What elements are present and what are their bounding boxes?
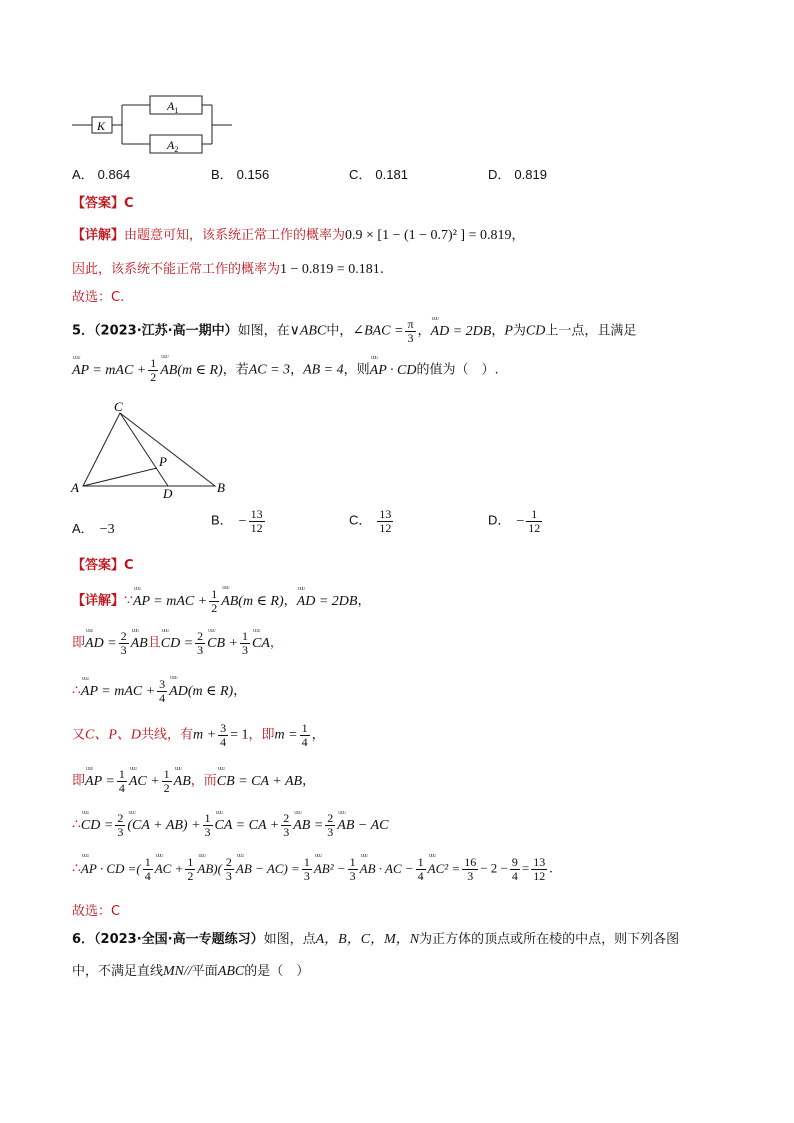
q4-option-d: D． 0.819 — [488, 167, 547, 182]
point-b-label: B — [217, 480, 225, 495]
q5-detail-line2: 即ᵁᵁᵁ AD = $\frac{2}{3}$ ᵁᵁᵁ AB且ᵁᵁᵁ CD = $\frac{2}{3}$ ᵁᵁᵁ CB + $\frac{1}{3}$ ᵁᵁᵁ CA， — [72, 630, 283, 656]
point-p-label: P — [159, 454, 167, 469]
q5-detail-line7: ∴ᵁᵁᵁ AP · CD =( $\frac{1}{4}$ ᵁᵁᵁ AC + $\frac{1}{2}$ ᵁᵁᵁ AB)( $\frac{2}{3}$ ᵁᵁᵁ AB − AC) = $\frac{1}{3}$ ᵁᵁᵁ AB² − $\frac{1}{3}$ ᵁᵁᵁ AB · AC − $\frac{1}{4}$ ᵁᵁᵁ AC² = $\frac{16}{3}$ − 2 − $\frac{9}{4}$ = $\frac{13}{12}$ . — [72, 856, 553, 882]
switch-k-label: K — [97, 119, 106, 133]
q5-option-c: C． $\frac{13}{12}$ — [349, 507, 392, 535]
q5-triangle-figure — [68, 396, 238, 502]
q5-answer: 【答案】C — [72, 558, 134, 573]
q4-option-a: A． 0.864 — [72, 167, 131, 182]
point-a-label: A — [71, 480, 79, 495]
q5-detail-line3: ∴ᵁᵁᵁ AP = mAC + $\frac{3}{4}$ ᵁᵁᵁ AD(m ∈ R)， — [72, 678, 246, 704]
q5-detail-line6: ∴ᵁᵁᵁ CD = $\frac{2}{3}$ ᵁᵁᵁ (CA + AB) + $\frac{1}{3}$ ᵁᵁᵁ CA = CA + $\frac{2}{3}$ ᵁᵁᵁ AB = $\frac{2}{3}$ ᵁᵁᵁ AB − AC — [72, 812, 388, 838]
q5-stem-line2: ᵁᵁᵁ AP = mAC + $\frac{1}{2}$ ᵁᵁᵁ AB(m ∈ R)，若AC = 3，AB = 4，则ᵁᵁᵁ AP · CD的值为（ ）. — [72, 357, 499, 383]
q4-choose: 故选：C. — [72, 290, 125, 305]
component-a1-label: $A_1$ — [167, 99, 179, 115]
point-c-label: C — [114, 399, 123, 414]
q5-choose: 故选：C — [72, 904, 121, 919]
q4-option-c: C． 0.181 — [349, 167, 408, 182]
q5-detail-line4: 又C、P、D共线，有m + $\frac{3}{4}$ = 1，即m = $\frac{1}{4}$ ， — [72, 721, 325, 749]
q5-stem-line1: 5．（2023·江苏·高一期中）如图，在∨ABC中，∠BAC = $\frac{\pi}{3}$ ，ᵁᵁᵁ AD = 2DB，P为CD上一点，且满足 — [72, 318, 636, 344]
point-d-label: D — [163, 486, 173, 501]
q5-detail-line1: 【详解】∵ᵁᵁᵁ AP = mAC + $\frac{1}{2}$ ᵁᵁᵁ AB(m ∈ R)，ᵁᵁᵁ AD = 2DB， — [72, 588, 370, 614]
component-a2-label: $A_2$ — [167, 138, 179, 154]
q4-detail-line1: 【详解】由题意可知，该系统正常工作的概率为0.9 × [1 − (1 − 0.7)² ] = 0.819， — [72, 228, 525, 243]
q5-option-a: A． −3 — [72, 521, 115, 537]
q5-option-d: D． − $\frac{1}{12}$ — [488, 507, 541, 535]
q4-detail-line2: 因此，该系统不能正常工作的概率为1 − 0.819 = 0.181. — [72, 262, 384, 277]
q5-detail-line5: 即ᵁᵁᵁ AP = $\frac{1}{4}$ ᵁᵁᵁ AC + $\frac{1}{2}$ ᵁᵁᵁ AB，而ᵁᵁᵁ CB = CA + AB， — [72, 768, 315, 794]
q6-stem-line1: 6．（2023·全国·高一专题练习）如图，点A，B，C，M，N为正方体的顶点或所在棱的中点，则下列各图 — [72, 932, 680, 947]
q6-stem-line2: 中，不满足直线MN//平面ABC的是（ ） — [72, 964, 310, 979]
q5-option-b: B． − $\frac{13}{12}$ — [211, 507, 263, 535]
q4-option-b: B． 0.156 — [211, 167, 270, 182]
q4-answer: 【答案】C — [72, 196, 134, 211]
circuit-diagram — [70, 94, 240, 156]
